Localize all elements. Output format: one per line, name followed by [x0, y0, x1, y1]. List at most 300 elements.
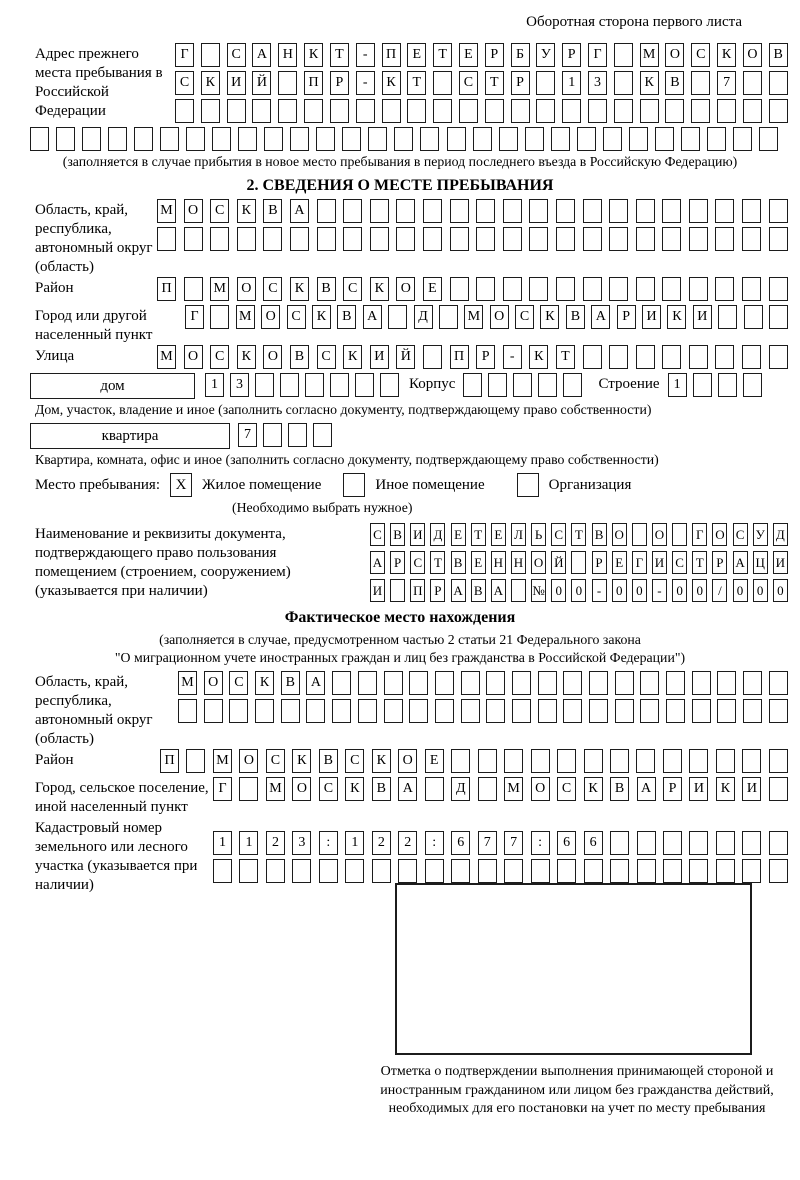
char-cell[interactable] — [663, 831, 682, 855]
char-cell[interactable]: Е — [491, 523, 506, 546]
char-cell[interactable] — [394, 127, 413, 151]
stay-type-checkbox-residential[interactable]: X — [170, 473, 192, 497]
char-cell[interactable]: О — [490, 305, 509, 329]
char-cell[interactable] — [717, 671, 736, 695]
char-cell[interactable] — [583, 277, 602, 301]
char-cell[interactable]: В — [769, 43, 788, 67]
char-cell[interactable] — [744, 305, 763, 329]
char-cell[interactable] — [609, 277, 628, 301]
char-cell[interactable] — [666, 671, 685, 695]
char-cell[interactable] — [743, 71, 762, 95]
char-cell[interactable] — [665, 99, 684, 123]
char-cell[interactable]: Р — [562, 43, 581, 67]
char-cell[interactable]: Т — [485, 71, 504, 95]
char-cell[interactable] — [512, 699, 531, 723]
char-cell[interactable] — [733, 127, 752, 151]
char-cell[interactable]: Ц — [753, 551, 768, 574]
char-cell[interactable] — [577, 127, 596, 151]
char-cell[interactable] — [636, 345, 655, 369]
char-cell[interactable]: Н — [278, 43, 297, 67]
char-cell[interactable]: К — [312, 305, 331, 329]
char-cell[interactable] — [290, 227, 309, 251]
char-cell[interactable]: Е — [407, 43, 426, 67]
char-cell[interactable] — [358, 699, 377, 723]
char-cell[interactable] — [769, 227, 788, 251]
char-cell[interactable] — [538, 671, 557, 695]
char-cell[interactable]: 0 — [773, 579, 788, 602]
char-cell[interactable] — [556, 227, 575, 251]
char-cell[interactable]: А — [252, 43, 271, 67]
char-cell[interactable]: В — [337, 305, 356, 329]
char-cell[interactable] — [717, 699, 736, 723]
char-cell[interactable] — [210, 227, 229, 251]
char-cell[interactable] — [450, 199, 469, 223]
char-cell[interactable]: С — [317, 345, 336, 369]
char-cell[interactable] — [461, 671, 480, 695]
char-cell[interactable] — [759, 127, 778, 151]
char-cell[interactable] — [614, 99, 633, 123]
char-cell[interactable] — [157, 227, 176, 251]
char-cell[interactable]: И — [773, 551, 788, 574]
char-cell[interactable] — [355, 373, 374, 397]
char-cell[interactable] — [742, 749, 761, 773]
char-cell[interactable] — [718, 305, 737, 329]
char-cell[interactable] — [769, 831, 788, 855]
char-cell[interactable] — [563, 671, 582, 695]
char-cell[interactable] — [562, 99, 581, 123]
char-cell[interactable] — [769, 305, 788, 329]
char-cell[interactable] — [396, 227, 415, 251]
char-cell[interactable] — [742, 199, 761, 223]
char-cell[interactable] — [504, 749, 523, 773]
char-cell[interactable] — [614, 71, 633, 95]
region-row-2[interactable] — [157, 227, 788, 251]
char-cell[interactable]: Р — [390, 551, 405, 574]
stay-type-checkbox-organization[interactable] — [517, 473, 539, 497]
actual-region-row-1[interactable] — [178, 671, 788, 695]
char-cell[interactable] — [742, 859, 761, 883]
char-cell[interactable] — [584, 859, 603, 883]
char-cell[interactable] — [538, 373, 557, 397]
char-cell[interactable] — [637, 831, 656, 855]
char-cell[interactable] — [529, 277, 548, 301]
char-cell[interactable] — [317, 227, 336, 251]
char-cell[interactable]: О — [531, 777, 550, 801]
char-cell[interactable]: Е — [459, 43, 478, 67]
char-cell[interactable]: Т — [433, 43, 452, 67]
char-cell[interactable] — [742, 345, 761, 369]
char-cell[interactable]: С — [263, 277, 282, 301]
char-cell[interactable]: К — [343, 345, 362, 369]
char-cell[interactable]: О — [712, 523, 727, 546]
char-cell[interactable] — [175, 99, 194, 123]
cadastre-row-1[interactable] — [213, 831, 788, 855]
char-cell[interactable] — [461, 699, 480, 723]
char-cell[interactable]: К — [667, 305, 686, 329]
char-cell[interactable] — [662, 199, 681, 223]
char-cell[interactable] — [603, 127, 622, 151]
char-cell[interactable]: 0 — [632, 579, 647, 602]
char-cell[interactable] — [715, 277, 734, 301]
char-cell[interactable] — [237, 227, 256, 251]
char-cell[interactable]: О — [398, 749, 417, 773]
char-cell[interactable] — [662, 227, 681, 251]
char-cell[interactable] — [423, 227, 442, 251]
char-cell[interactable] — [384, 699, 403, 723]
char-cell[interactable] — [229, 699, 248, 723]
char-cell[interactable] — [583, 199, 602, 223]
char-cell[interactable]: В — [610, 777, 629, 801]
char-cell[interactable]: В — [665, 71, 684, 95]
char-cell[interactable] — [503, 227, 522, 251]
char-cell[interactable]: И — [742, 777, 761, 801]
actual-region-row-2[interactable] — [178, 699, 788, 723]
char-cell[interactable]: И — [370, 579, 385, 602]
char-cell[interactable]: С — [287, 305, 306, 329]
char-cell[interactable]: А — [306, 671, 325, 695]
char-cell[interactable] — [370, 199, 389, 223]
char-cell[interactable] — [451, 749, 470, 773]
char-cell[interactable] — [343, 199, 362, 223]
document-row-1[interactable] — [370, 523, 788, 546]
district-row[interactable] — [157, 277, 788, 301]
char-cell[interactable] — [637, 859, 656, 883]
char-cell[interactable]: М — [266, 777, 285, 801]
char-cell[interactable] — [433, 71, 452, 95]
char-cell[interactable]: № — [531, 579, 546, 602]
char-cell[interactable]: К — [255, 671, 274, 695]
char-cell[interactable]: В — [592, 523, 607, 546]
char-cell[interactable] — [317, 199, 336, 223]
char-cell[interactable] — [610, 831, 629, 855]
char-cell[interactable] — [610, 859, 629, 883]
char-cell[interactable] — [201, 43, 220, 67]
char-cell[interactable]: Г — [588, 43, 607, 67]
char-cell[interactable] — [716, 831, 735, 855]
char-cell[interactable]: С — [691, 43, 710, 67]
char-cell[interactable] — [556, 199, 575, 223]
char-cell[interactable]: 3 — [230, 373, 249, 397]
char-cell[interactable] — [689, 831, 708, 855]
char-cell[interactable] — [330, 99, 349, 123]
char-cell[interactable] — [689, 277, 708, 301]
char-cell[interactable] — [499, 127, 518, 151]
document-row-3[interactable] — [370, 579, 788, 602]
char-cell[interactable] — [556, 277, 575, 301]
char-cell[interactable] — [255, 373, 274, 397]
char-cell[interactable] — [743, 699, 762, 723]
char-cell[interactable] — [663, 859, 682, 883]
char-cell[interactable] — [512, 671, 531, 695]
char-cell[interactable]: В — [281, 671, 300, 695]
char-cell[interactable] — [252, 99, 271, 123]
char-cell[interactable] — [538, 699, 557, 723]
char-cell[interactable]: Г — [632, 551, 647, 574]
char-cell[interactable] — [332, 671, 351, 695]
char-cell[interactable] — [536, 99, 555, 123]
char-cell[interactable] — [213, 859, 232, 883]
char-cell[interactable] — [689, 227, 708, 251]
char-cell[interactable]: 0 — [612, 579, 627, 602]
char-cell[interactable] — [358, 671, 377, 695]
char-cell[interactable]: 7 — [478, 831, 497, 855]
char-cell[interactable]: С — [515, 305, 534, 329]
char-cell[interactable] — [525, 127, 544, 151]
char-cell[interactable] — [476, 227, 495, 251]
char-cell[interactable]: И — [642, 305, 661, 329]
char-cell[interactable]: Л — [511, 523, 526, 546]
char-cell[interactable]: 6 — [584, 831, 603, 855]
char-cell[interactable] — [584, 749, 603, 773]
char-cell[interactable] — [742, 831, 761, 855]
korpus-cells[interactable] — [463, 373, 588, 397]
char-cell[interactable]: О — [743, 43, 762, 67]
char-cell[interactable] — [316, 127, 335, 151]
char-cell[interactable] — [388, 305, 407, 329]
stroenie-cells[interactable] — [668, 373, 768, 397]
char-cell[interactable]: В — [319, 749, 338, 773]
char-cell[interactable] — [264, 127, 283, 151]
char-cell[interactable] — [342, 127, 361, 151]
char-cell[interactable]: П — [304, 71, 323, 95]
char-cell[interactable] — [160, 127, 179, 151]
char-cell[interactable]: К — [201, 71, 220, 95]
char-cell[interactable]: В — [372, 777, 391, 801]
char-cell[interactable] — [715, 345, 734, 369]
char-cell[interactable] — [212, 127, 231, 151]
char-cell[interactable]: Г — [213, 777, 232, 801]
char-cell[interactable] — [691, 99, 710, 123]
char-cell[interactable]: С — [227, 43, 246, 67]
char-cell[interactable] — [435, 671, 454, 695]
char-cell[interactable]: Т — [471, 523, 486, 546]
char-cell[interactable]: М — [213, 749, 232, 773]
char-cell[interactable]: М — [178, 671, 197, 695]
char-cell[interactable] — [636, 277, 655, 301]
city-row[interactable] — [185, 305, 788, 329]
char-cell[interactable]: И — [689, 777, 708, 801]
char-cell[interactable]: Й — [252, 71, 271, 95]
char-cell[interactable] — [184, 227, 203, 251]
char-cell[interactable] — [368, 127, 387, 151]
char-cell[interactable] — [451, 859, 470, 883]
char-cell[interactable]: С — [343, 277, 362, 301]
char-cell[interactable] — [769, 345, 788, 369]
char-cell[interactable]: Н — [491, 551, 506, 574]
char-cell[interactable]: 0 — [672, 579, 687, 602]
char-cell[interactable]: И — [370, 345, 389, 369]
char-cell[interactable]: В — [263, 199, 282, 223]
char-cell[interactable]: 1 — [239, 831, 258, 855]
char-cell[interactable] — [513, 373, 532, 397]
char-cell[interactable] — [571, 551, 586, 574]
house-cells[interactable] — [205, 373, 405, 397]
char-cell[interactable]: Б — [511, 43, 530, 67]
char-cell[interactable]: С — [319, 777, 338, 801]
char-cell[interactable] — [439, 305, 458, 329]
char-cell[interactable] — [707, 127, 726, 151]
char-cell[interactable] — [356, 99, 375, 123]
char-cell[interactable]: В — [290, 345, 309, 369]
char-cell[interactable]: 1 — [205, 373, 224, 397]
char-cell[interactable] — [769, 859, 788, 883]
char-cell[interactable]: Т — [430, 551, 445, 574]
char-cell[interactable] — [689, 345, 708, 369]
char-cell[interactable] — [689, 199, 708, 223]
char-cell[interactable]: - — [592, 579, 607, 602]
char-cell[interactable]: П — [382, 43, 401, 67]
char-cell[interactable] — [384, 671, 403, 695]
char-cell[interactable] — [485, 99, 504, 123]
char-cell[interactable] — [511, 99, 530, 123]
char-cell[interactable]: Е — [471, 551, 486, 574]
char-cell[interactable]: М — [157, 199, 176, 223]
char-cell[interactable]: И — [410, 523, 425, 546]
char-cell[interactable] — [306, 699, 325, 723]
char-cell[interactable]: 1 — [668, 373, 687, 397]
char-cell[interactable]: О — [531, 551, 546, 574]
char-cell[interactable] — [288, 423, 307, 447]
char-cell[interactable] — [433, 99, 452, 123]
char-cell[interactable]: 0 — [753, 579, 768, 602]
char-cell[interactable]: Т — [692, 551, 707, 574]
char-cell[interactable]: Р — [485, 43, 504, 67]
char-cell[interactable] — [511, 579, 526, 602]
apartment-cells[interactable] — [238, 423, 338, 447]
char-cell[interactable]: К — [237, 345, 256, 369]
char-cell[interactable]: О — [396, 277, 415, 301]
char-cell[interactable] — [263, 423, 282, 447]
char-cell[interactable] — [655, 127, 674, 151]
char-cell[interactable]: Г — [175, 43, 194, 67]
char-cell[interactable] — [583, 227, 602, 251]
char-cell[interactable]: С — [551, 523, 566, 546]
char-cell[interactable]: К — [529, 345, 548, 369]
char-cell[interactable]: К — [372, 749, 391, 773]
char-cell[interactable] — [238, 127, 257, 151]
char-cell[interactable]: 6 — [451, 831, 470, 855]
char-cell[interactable]: К — [304, 43, 323, 67]
char-cell[interactable]: Р — [617, 305, 636, 329]
char-cell[interactable] — [459, 99, 478, 123]
char-cell[interactable]: К — [640, 71, 659, 95]
char-cell[interactable] — [716, 859, 735, 883]
char-cell[interactable]: 1 — [213, 831, 232, 855]
char-cell[interactable]: А — [290, 199, 309, 223]
char-cell[interactable]: В — [451, 551, 466, 574]
char-cell[interactable]: В — [317, 277, 336, 301]
char-cell[interactable]: - — [356, 43, 375, 67]
char-cell[interactable] — [463, 373, 482, 397]
cadastre-row-2[interactable] — [213, 859, 788, 883]
char-cell[interactable]: 0 — [733, 579, 748, 602]
char-cell[interactable]: А — [370, 551, 385, 574]
char-cell[interactable]: С — [266, 749, 285, 773]
char-cell[interactable]: И — [693, 305, 712, 329]
char-cell[interactable]: У — [536, 43, 555, 67]
char-cell[interactable]: Е — [451, 523, 466, 546]
char-cell[interactable] — [640, 99, 659, 123]
char-cell[interactable] — [319, 859, 338, 883]
char-cell[interactable]: А — [637, 777, 656, 801]
char-cell[interactable] — [769, 277, 788, 301]
char-cell[interactable]: Т — [556, 345, 575, 369]
char-cell[interactable] — [281, 699, 300, 723]
char-cell[interactable]: Й — [551, 551, 566, 574]
char-cell[interactable] — [503, 277, 522, 301]
char-cell[interactable] — [629, 127, 648, 151]
char-cell[interactable]: С — [210, 199, 229, 223]
char-cell[interactable]: Р — [476, 345, 495, 369]
char-cell[interactable]: Т — [407, 71, 426, 95]
char-cell[interactable] — [278, 71, 297, 95]
char-cell[interactable]: Г — [692, 523, 707, 546]
char-cell[interactable]: 0 — [571, 579, 586, 602]
char-cell[interactable]: С — [175, 71, 194, 95]
char-cell[interactable]: О — [261, 305, 280, 329]
char-cell[interactable] — [769, 71, 788, 95]
char-cell[interactable]: О — [292, 777, 311, 801]
char-cell[interactable] — [478, 859, 497, 883]
char-cell[interactable]: : — [425, 831, 444, 855]
char-cell[interactable]: К — [382, 71, 401, 95]
char-cell[interactable]: П — [450, 345, 469, 369]
char-cell[interactable] — [769, 699, 788, 723]
char-cell[interactable] — [450, 227, 469, 251]
char-cell[interactable] — [423, 345, 442, 369]
char-cell[interactable]: К — [370, 277, 389, 301]
char-cell[interactable] — [476, 277, 495, 301]
char-cell[interactable] — [717, 99, 736, 123]
char-cell[interactable] — [636, 227, 655, 251]
char-cell[interactable] — [529, 199, 548, 223]
char-cell[interactable] — [551, 127, 570, 151]
char-cell[interactable]: - — [652, 579, 667, 602]
char-cell[interactable] — [201, 99, 220, 123]
char-cell[interactable]: 7 — [717, 71, 736, 95]
char-cell[interactable] — [435, 699, 454, 723]
char-cell[interactable]: С — [557, 777, 576, 801]
char-cell[interactable] — [263, 227, 282, 251]
char-cell[interactable]: - — [356, 71, 375, 95]
char-cell[interactable] — [504, 859, 523, 883]
char-cell[interactable]: У — [753, 523, 768, 546]
char-cell[interactable]: А — [398, 777, 417, 801]
char-cell[interactable] — [769, 99, 788, 123]
char-cell[interactable] — [681, 127, 700, 151]
char-cell[interactable]: В — [566, 305, 585, 329]
char-cell[interactable] — [615, 699, 634, 723]
char-cell[interactable]: Й — [396, 345, 415, 369]
char-cell[interactable]: М — [640, 43, 659, 67]
char-cell[interactable] — [563, 373, 582, 397]
char-cell[interactable] — [563, 699, 582, 723]
char-cell[interactable] — [743, 671, 762, 695]
char-cell[interactable]: К — [290, 277, 309, 301]
char-cell[interactable]: Р — [712, 551, 727, 574]
char-cell[interactable] — [343, 227, 362, 251]
char-cell[interactable] — [278, 99, 297, 123]
document-row-2[interactable] — [370, 551, 788, 574]
char-cell[interactable] — [313, 423, 332, 447]
char-cell[interactable]: Р — [430, 579, 445, 602]
char-cell[interactable]: И — [652, 551, 667, 574]
char-cell[interactable] — [691, 71, 710, 95]
char-cell[interactable] — [662, 345, 681, 369]
prev-address-row-1[interactable] — [175, 43, 788, 67]
char-cell[interactable]: - — [503, 345, 522, 369]
actual-city-row[interactable] — [213, 777, 788, 801]
